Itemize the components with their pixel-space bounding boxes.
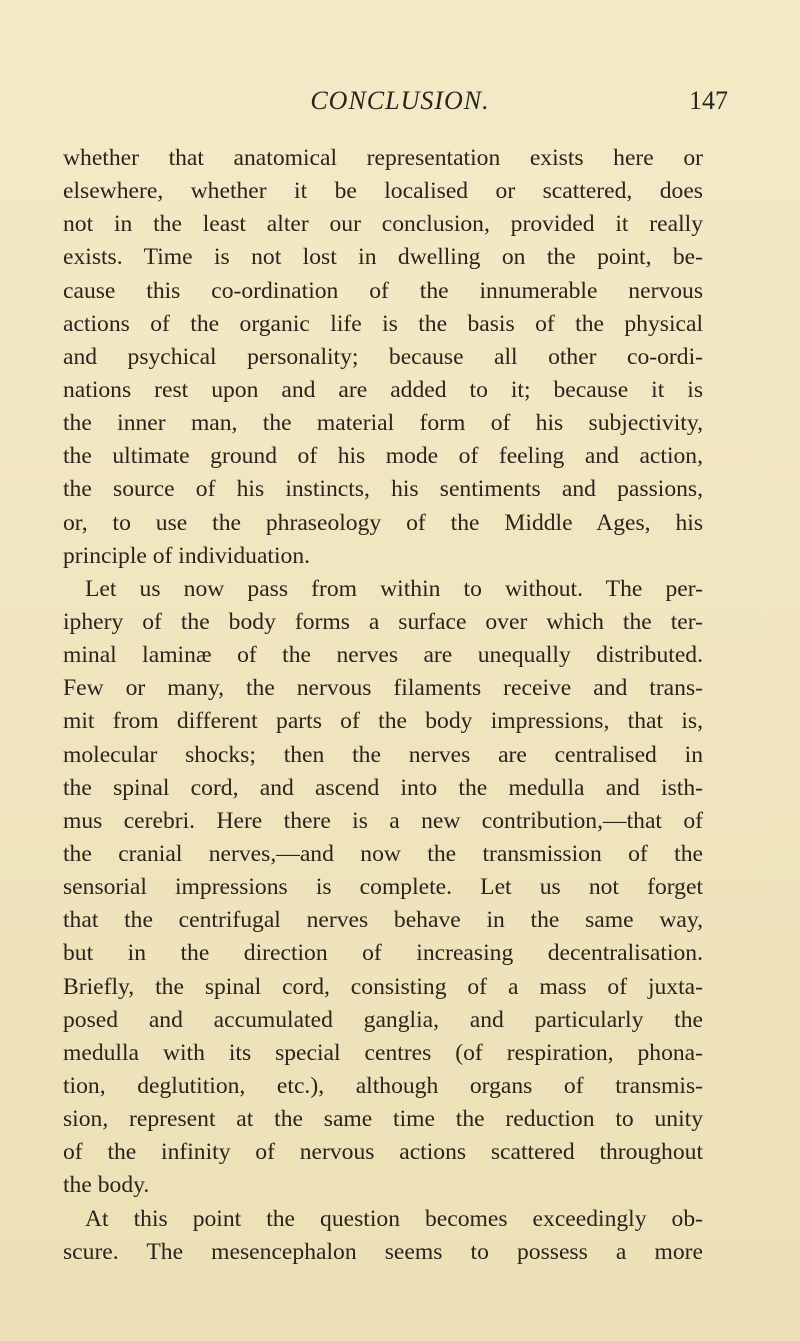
text-line: the body.: [63, 1172, 150, 1199]
text-line: sensorial impressions is complete. Let us not forget: [63, 874, 703, 901]
text-line: of the infinity of nervous actions scattered throughout: [63, 1139, 703, 1166]
text-line: the ultimate ground of his mode of feeling and action,: [63, 443, 703, 470]
text-line: sion, represent at the same time the reduction to unity: [63, 1106, 703, 1133]
text-line: principle of individuation.: [63, 542, 311, 569]
text-line: mit from different parts of the body impressions, that is,: [63, 708, 703, 735]
text-line: whether that anatomical representation exists here or: [63, 145, 703, 171]
text-line: Few or many, the nervous filaments receive and trans-: [63, 675, 703, 702]
text-line: elsewhere, whether it be localised or scattered, does: [63, 178, 703, 205]
text-line: nations rest upon and are added to it; because it is: [63, 376, 703, 403]
text-line: that the centrifugal nerves behave in the same way,: [63, 907, 703, 934]
text-line: the cranial nerves,—and now the transmission of the: [63, 840, 703, 867]
text-line: At this point the question becomes exceedingly ob-: [85, 1205, 703, 1232]
text-line: minal laminæ of the nerves are unequally distributed.: [63, 642, 703, 669]
text-line: the source of his instincts, his sentiments and passions,: [63, 476, 703, 503]
text-line: mus cerebri. Here there is a new contribution,—that of: [63, 807, 703, 834]
text-line: cause this co-ordination of the innumerable nervous: [63, 277, 703, 304]
text-line: actions of the organic life is the basis of the physical: [63, 310, 703, 337]
page-number: 147: [689, 86, 728, 115]
text-line: posed and accumulated ganglia, and particularly the: [63, 1006, 703, 1033]
text-line: and psychical personality; because all other co-ordi-: [63, 343, 703, 370]
body-text: [63, 142, 703, 1269]
running-title: CONCLUSION.: [310, 86, 490, 115]
running-head: [60, 86, 740, 126]
text-line: not in the least alter our conclusion, provided it really: [63, 211, 703, 238]
text-line: exists. Time is not lost in dwelling on the point, be-: [63, 244, 703, 271]
text-line: medulla with its special centres (of respiration, phona-: [63, 1039, 703, 1066]
text-line: or, to use the phraseology of the Middle Ages, his: [63, 509, 703, 536]
text-line: molecular shocks; then the nerves are centralised in: [63, 741, 703, 768]
text-line: tion, deglutition, etc.), although organs of transmis-: [63, 1072, 703, 1099]
text-line: Let us now pass from within to without. The per-: [85, 575, 703, 602]
text-line: iphery of the body forms a surface over which the ter-: [63, 608, 703, 635]
text-line: the spinal cord, and ascend into the medulla and isth-: [63, 774, 703, 801]
text-line: the inner man, the material form of his subjectivity,: [63, 410, 703, 437]
text-line: scure. The mesencephalon seems to possess a more: [63, 1238, 703, 1265]
text-line: Briefly, the spinal cord, consisting of a mass of juxta-: [63, 973, 703, 1000]
text-line: but in the direction of increasing decentralisation.: [63, 940, 703, 967]
